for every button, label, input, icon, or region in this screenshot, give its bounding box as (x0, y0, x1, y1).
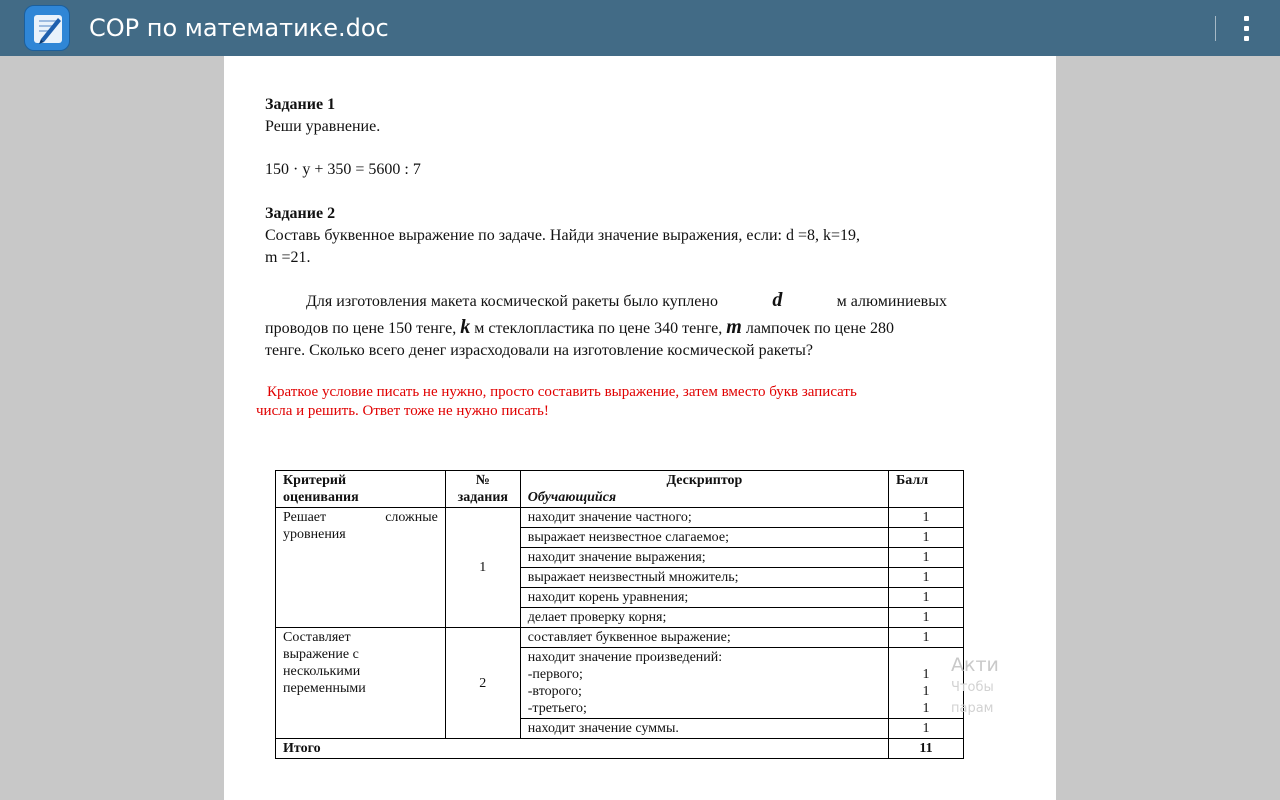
document-app-icon[interactable] (24, 5, 70, 51)
task1-heading: Задание 1 (265, 96, 336, 113)
score: 1 (889, 568, 964, 588)
activation-watermark: Акти (951, 654, 999, 676)
table-total-row (276, 739, 964, 759)
problem-line1-a: Для изготовления макета космической ракеты было куплено (306, 293, 718, 310)
task-2-number: 2 (445, 628, 520, 739)
score: 1 1 1 (889, 648, 964, 719)
document-page (224, 56, 1056, 800)
variable-m: m (726, 316, 742, 338)
problem-line2-c: лампочек по цене 280 (745, 320, 894, 337)
descriptor: выражает неизвестный множитель; (520, 568, 888, 588)
header-score: Балл (889, 471, 964, 508)
descriptor: находит значение произведений: -первого; -второго; -третьего; (520, 648, 888, 719)
descriptor: находит корень уравнения; (520, 588, 888, 608)
score: 1 (889, 588, 964, 608)
problem-line2-a: проводов по цене 150 тенге, (265, 320, 457, 337)
total-label: Итого (276, 739, 889, 759)
task2-instruction-line1: Составь буквенное выражение по задаче. Найди значение выражения, если: d =8, k=19, (265, 227, 861, 244)
score: 1 (889, 719, 964, 739)
note-line2: числа и решить. Ответ тоже не нужно писать! (256, 403, 549, 419)
variable-d: d (772, 289, 783, 311)
descriptor: находит значение частного; (520, 508, 888, 528)
task1-equation: 150 · у + 350 = 5600 : 7 (265, 161, 421, 178)
total-score: 11 (889, 739, 964, 759)
criterion-2: Составляет выражение с несколькими переменными (276, 628, 446, 739)
score: 1 (889, 608, 964, 628)
descriptor: составляет буквенное выражение; (520, 628, 888, 648)
task-1-number: 1 (445, 508, 520, 628)
task2-instruction-line2: m =21. (265, 249, 311, 266)
overflow-menu-icon[interactable] (1236, 14, 1258, 44)
activation-watermark-line2: Чтобы (951, 680, 994, 695)
document-title: СОР по математике.doc (89, 14, 389, 42)
descriptor: находит значение выражения; (520, 548, 888, 568)
descriptor: выражает неизвестное слагаемое; (520, 528, 888, 548)
score: 1 (889, 628, 964, 648)
app-bar (0, 0, 1280, 56)
problem-line2 (265, 317, 894, 339)
header-criterion: Критерий оценивания (276, 471, 446, 508)
task2-heading: Задание 2 (265, 205, 336, 222)
descriptor: находит значение суммы. (520, 719, 888, 739)
activation-watermark-line3: парам (951, 701, 994, 716)
table-header (276, 471, 964, 508)
score: 1 (889, 528, 964, 548)
problem-line1-b: м алюминиевых (836, 293, 947, 310)
score: 1 (889, 548, 964, 568)
note-line1: Краткое условие писать не нужно, просто составить выражение, затем вместо букв записать (267, 384, 857, 400)
task1-instruction: Реши уравнение. (265, 118, 381, 135)
problem-line1 (306, 290, 947, 312)
header-task-no: № задания (445, 471, 520, 508)
descriptor: делает проверку корня; (520, 608, 888, 628)
variable-k: k (460, 316, 471, 338)
score: 1 (889, 508, 964, 528)
table-row (276, 508, 964, 528)
assessment-table (275, 470, 964, 759)
problem-line3: тенге. Сколько всего денег израсходовали на изготовление космической ракеты? (265, 342, 814, 359)
table-row (276, 628, 964, 648)
problem-line2-b: м стеклопластика по цене 340 тенге, (474, 320, 723, 337)
criterion-1: Решает сложные уровнения (276, 508, 446, 628)
header-descriptor: Дескриптор Обучающийся (520, 471, 888, 508)
appbar-divider (1215, 16, 1216, 41)
